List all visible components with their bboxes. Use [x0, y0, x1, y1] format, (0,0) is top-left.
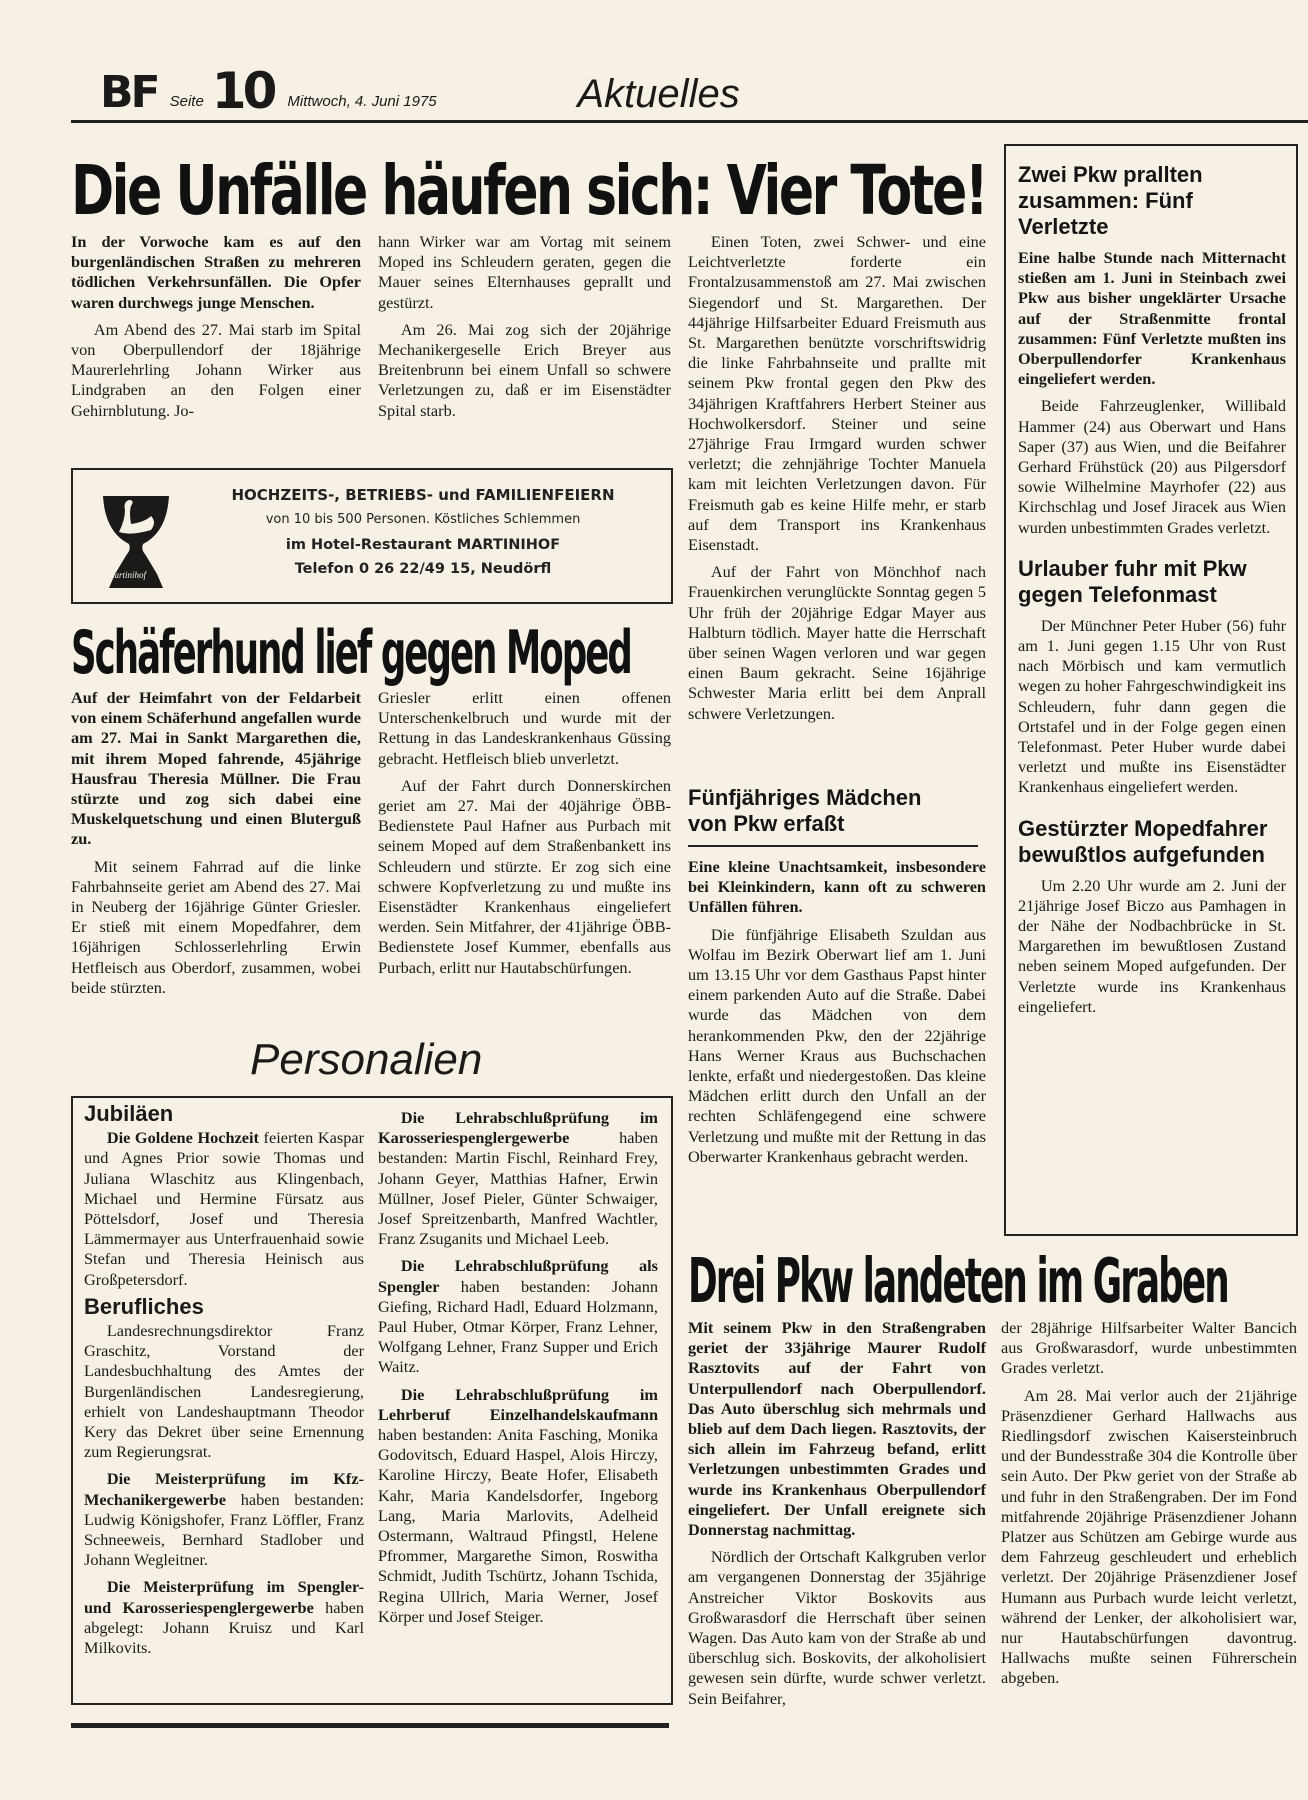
- paragraph: Am 26. Mai zog sich der 20jährige Mechanikergeselle Erich Breyer aus Breitenbrunn bei einem Unfall so schwere Verletzungen zu, daß er im Eisenstädter Spital starb.: [378, 319, 671, 420]
- schaeferhund-headline-wrap: [71, 618, 631, 688]
- paragraph: Beide Fahrzeuglenker, Willibald Hammer (24) aus Oberwart und Hans Saper (37) aus Wien, und die Beifahrer Gerhard Frühstück (20) aus Pilgersdorf sowie Wilhelmine Mayrhofer (22) aus Kirchschlag und Josef Jiracek aus Wien wurden unbestimmten Grades verletzt.: [1018, 396, 1286, 537]
- masthead-logo: BF: [100, 67, 158, 118]
- main-story-col3: [688, 232, 986, 731]
- masthead-rule: [71, 120, 1308, 123]
- paragraph-leadin: Die Lehrabschlußprüfung im Lehrberuf Einzelhandelskaufmann: [378, 1384, 658, 1424]
- paragraph: In der Vorwoche kam es auf den burgenländischen Straßen zu mehreren tödlichen Verkehrsunfällen. Die Opfer waren durchwegs junge Menschen.: [71, 232, 361, 312]
- paragraph-leadin: Die Goldene Hochzeit: [106, 1128, 259, 1148]
- jubilaeen-heading: Jubiläen: [84, 1101, 174, 1126]
- sidebar-headline-3: Gestürzter Mopedfahrer bewußtlos aufgefunden: [1018, 815, 1268, 867]
- paragraph: Die Meisterprüfung im Spengler- und Karosseriespenglergewerbe haben abgelegt: Johann Kruisz und Karl Milkovits.: [84, 1577, 364, 1658]
- paragraph: hann Wirker war am Vortag mit seinem Moped ins Schleudern geraten, gegen die Mauer seines Elternhauses geprallt und gestürzt.: [378, 232, 671, 312]
- personalien-col2: [378, 1108, 658, 1634]
- sidebar-story-2: [1018, 616, 1286, 798]
- personalien-title: Personalien: [250, 1035, 483, 1084]
- main-headline: Die Unfälle häufen sich: Vier Tote!: [71, 150, 987, 231]
- paragraph: Nördlich der Ortschaft Kalkgruben verlor am vergangenen Donnerstag der 35jährige Anstreicher Viktor Boskovits aus Großwarasdorf die Herrschaft über seinen Wagen. Das Auto kam von der Straße ab und überschlug sich. Boskovits, der alkoholisiert gewesen sein dürfte, wurde schwer verletzt. Sein Beifahrer,: [688, 1547, 986, 1708]
- maedchen-headline: Fünfjähriges Mädchen von Pkw erfaßt: [688, 785, 922, 836]
- masthead: [100, 64, 1300, 118]
- paragraph: Die Lehrabschlußprüfung im Karosseriespenglergewerbe haben bestanden: Martin Fischl, Reinhard Frey, Johann Geyer, Matthias Hafner, Erwin Müllner, Josef Pieler, Günter Schwaiger, Josef Spreitzenbarth, Manfred Wachtler, Franz Zsuganits und Michael Leeb.: [378, 1108, 658, 1249]
- personalien-col1: [84, 1100, 364, 1665]
- paragraph: Um 2.20 Uhr wurde am 2. Juni der 21jährige Josef Biczo aus Pamhagen in der Nähe der Nodbachbrücke in St. Margarethen im bewußtlosen Zustand neben seinem Moped aufgefunden. Der Verletzte wurde ins Krankenhaus eingeliefert.: [1018, 875, 1286, 1016]
- paragraph: Mit seinem Fahrrad auf die linke Fahrbahnseite geriet am Abend des 27. Mai in Neuberg der 16jährige Günter Griesler. Er stieß mit einem Mopedfahrer, dem 16jährigen Schlosserlehrling Erwin Hetfleisch aus Oberdorf, zusammen, wobei beide stürzten.: [71, 856, 361, 997]
- ad-line-2: von 10 bis 500 Personen. Köstliches Schlemmen: [265, 512, 581, 527]
- ad-line-4: Telefon 0 26 22/49 15, Neudörfl: [294, 561, 552, 577]
- advertisement-martinihof: [71, 468, 673, 604]
- graben-headline: Drei Pkw landeten im Graben: [688, 1246, 1228, 1318]
- paragraph: Am Abend des 27. Mai starb im Spital von Oberpullendorf der 18jährige Maurerlehrling Johann Wirker aus Lindgraben an den Folgen einer Gehirnblutung. Jo-: [71, 319, 361, 420]
- paragraph: Auf der Heimfahrt von der Feldarbeit von einem Schäferhund angefallen wurde am 27. Mai in Sankt Margarethen die, mit ihrem Moped fahrende, 45jährige Hausfrau Theresia Müllner. Die Frau stürzte und zog sich dabei eine Muskelquetschung und einen Bluterguß zu.: [71, 688, 361, 849]
- schaeferhund-col2: [378, 688, 671, 985]
- paragraph-leadin: Die Lehrabschlußprüfung im Karosseriespenglergewerbe: [378, 1108, 658, 1148]
- bottom-rule: [71, 1723, 669, 1728]
- sidebar-story-3: [1018, 876, 1286, 1017]
- graben-col1: [688, 1318, 986, 1716]
- paragraph: Eine kleine Unachtsamkeit, insbesondere bei Kleinkindern, kann oft zu schweren Unfällen führen.: [688, 857, 986, 917]
- ad-line-1: HOCHZEITS-, BETRIEBS- und FAMILIENFEIERN: [231, 486, 615, 504]
- graben-headline-wrap: [688, 1246, 1228, 1318]
- paragraph: Die Meisterprüfung im Kfz-Mechanikergewerbe haben bestanden: Ludwig Königshofer, Franz Löffler, Franz Schneeweis, Bernhard Stadlober und Johann Wegleitner.: [84, 1469, 364, 1570]
- schaeferhund-col1: [71, 688, 361, 1005]
- paragraph: Eine halbe Stunde nach Mitternacht stießen am 1. Juni in Steinbach zwei Pkw aus bisher ungeklärter Ursache auf der Straßenmitte frontal zusammen: Fünf Verletzte mußten ins Oberpullendorfer Krankenhaus eingeliefert werden.: [1018, 248, 1286, 389]
- page-number: 10: [211, 62, 274, 120]
- paragraph: Landesrechnungsdirektor Franz Graschitz, Vorstand der Landesbuchhaltung des Amtes der Burgenländischen Landesregierung, erhielt von Landeshauptmann Theodor Kery das Dekret über seine Ernennung zum Regierungsrat.: [84, 1321, 364, 1462]
- main-headline-wrap: [71, 150, 987, 231]
- paragraph-leadin: Die Lehrabschlußprüfung als Spengler: [378, 1256, 658, 1296]
- jubilaeen-list: [84, 1128, 364, 1290]
- section-title: Aktuelles: [577, 72, 740, 116]
- logo-text: Martinihof: [107, 570, 147, 580]
- ad-line-3: im Hotel-Restaurant MARTINIHOF: [285, 537, 561, 553]
- sidebar-headline-2: Urlauber fuhr mit Pkw gegen Telefonmast: [1018, 555, 1247, 607]
- maedchen-body: [688, 857, 986, 1167]
- paragraph: Die Lehrabschlußprüfung im Lehrberuf Einzelhandelskaufmann haben bestanden: Anita Fasching, Monika Godovitsch, Eduard Haspel, Alois Hirczy, Karoline Hirczy, Beate Hofer, Elisabeth Kahr, Maria Kandelsdorfer, Ingeborg Lang, Maria Marlovits, Adelheid Ostermann, Waltraud Pfingstl, Helene Pfrommer, Margarethe Simon, Roswitha Schmidt, Judith Tschürtz, Johann Tschida, Regina Ullrich, Maria Werner, Josef Körper und Josef Steiger.: [378, 1384, 658, 1626]
- berufliches-list: [84, 1321, 364, 1658]
- paragraph: Die Lehrabschlußprüfung als Spengler haben bestanden: Johann Giefing, Richard Hadl, Eduard Holzmann, Paul Huber, Otmar Körper, Franz Lehner, Wolfgang Lehner, Franz Supper und Erich Waitz.: [378, 1256, 658, 1377]
- paragraph: der 28jährige Hilfsarbeiter Walter Bancich aus Großwarasdorf, wurde unbestimmten Grades verletzt.: [1001, 1318, 1297, 1378]
- goblet-swan-logo: [101, 492, 171, 592]
- paragraph: Der Münchner Peter Huber (56) fuhr am 1. Juni gegen 1.15 Uhr von Rust nach Mörbisch und kam vermutlich wegen zu hoher Fahrgeschwindigkeit ins Schleudern, fuhr dann gegen die Ortstafel und in der Folge gegen einen Telefonmast. Peter Huber wurde dabei verletzt und mußte ins Eisenstädter Krankenhaus eingeliefert werden.: [1018, 615, 1286, 797]
- berufliches-heading: Berufliches: [84, 1293, 204, 1319]
- paragraph: Die Goldene Hochzeit feierten Kaspar und Agnes Prior sowie Thomas und Juliana Wlaschitz aus Klingenbach, Michael und Hermine Fürsatz aus Pöttelsdorf, Josef und Theresia Lämmermayer aus Unterfrauenhaid sowie Stefan und Theresia Heinisch aus Großpetersdorf.: [84, 1128, 364, 1289]
- paragraph: Am 28. Mai verlor auch der 21jährige Präsenzdiener Gerhard Hallwachs aus Riedlingsdorf zwischen Kaisersteinbruch und der Bundesstraße 304 die Kontrolle über sein Auto. Der Pkw geriet von der Straße ab und fuhr in den Straßengraben. Der im Fond mitfahrende 20jährige Präsenzdiener Johann Platzer aus Schützen am Gebirge wurde aus dem Fahrzeug geschleudert und erheblich verletzt. Der 20jährige Präsenzdiener Josef Humann aus Purbach wurde leicht verletzt, während der Lenker, der alkoholisiert war, nur Hautabschürfungen davontrug. Hallwachs mußte seinen Führerschein abgeben.: [1001, 1385, 1297, 1688]
- maedchen-section: [688, 785, 986, 1174]
- sidebar-content: [1018, 162, 1286, 1024]
- schaeferhund-headline: Schäferhund lief gegen Moped: [71, 618, 631, 688]
- graben-col2: [1001, 1318, 1297, 1696]
- paragraph: Mit seinem Pkw in den Straßengraben geriet der 33jährige Maurer Rudolf Rasztovits auf der Fahrt von Unterpullendorf nach Oberpullendorf. Das Auto überschlug sich mehrmals und blieb auf dem Dach liegen. Rasztovits, der sich allein im Fahrzeug befand, erlitt Verletzungen unbestimmten Grades und wurde ins Krankenhaus Oberpullendorf eingeliefert. Der Unfall ereignete sich Donnerstag nachmittag.: [688, 1318, 986, 1540]
- paragraph: Die fünfjährige Elisabeth Szuldan aus Wolfau im Bezirk Oberwart lief am 1. Juni um 13.15 Uhr vor dem Gasthaus Papst hinter einem parkenden Auto auf die Straße. Dabei wurde das Mädchen von dem herankommenden Pkw, den der 22jährige Hans Werner Kraus aus Buchschachen lenkte, erfaßt und niedergestoßen. Das kleine Mädchen erlitt durch den Unfall an der rechten Schläfengegend eine schwere Verletzung und mußte mit der Rettung in das Oberwarter Krankenhaus gebracht werden.: [688, 924, 986, 1166]
- paragraph: Einen Toten, zwei Schwer- und eine Leichtverletzte forderte ein Frontalzusammenstoß am 27. Mai zwischen Siegendorf und St. Margarethen. Der 44jährige Hilfsarbeiter Eduard Freismuth aus St. Margarethen benützte vorschriftswidrig die linke Fahrbahnseite und prallte mit seinem Pkw frontal gegen den Pkw des 34jährigen Kraftfahrers Herbert Steiner aus Hochwolkersdorf. Steiner und seine 27jährige Frau Irmgard wurden schwer verletzt; die zehnjährige Tochter Manuela kam mit leichten Verletzungen davon. Für Freismuth gab es keine Hilfe mehr, er starb auf dem Transport ins Krankenhaus Eisenstadt.: [688, 232, 986, 555]
- sidebar-story-1: [1018, 248, 1286, 538]
- main-story-col2: [378, 232, 671, 428]
- paragraph-leadin: Die Meisterprüfung im Kfz-Mechanikergewerbe: [84, 1469, 364, 1509]
- paragraph: Auf der Fahrt durch Donnerskirchen geriet am 27. Mai der 40jährige ÖBB-Bedienstete Paul Hafner aus Purbach mit seinem Moped auf dem Straßenbankett ins Schleudern und stürzte. Er zog sich eine schwere Kopfverletzung zu und mußte ins Eisenstädter Krankenhaus eingeliefert werden. Sein Mitfahrer, der 41jährige ÖBB-Bedienstete Josef Kummer, ebenfalls aus Purbach, erlitt nur Hautabschürfungen.: [378, 775, 671, 977]
- maedchen-rule: [688, 845, 978, 847]
- paragraph-leadin: Die Meisterprüfung im Spengler- und Karosseriespenglergewerbe: [84, 1577, 364, 1617]
- ad-text: [183, 486, 663, 577]
- sidebar-headline-1: Zwei Pkw prallten zusammen: Fünf Verletzte: [1018, 162, 1203, 239]
- seite-label: Seite: [169, 93, 204, 110]
- paragraph: Griesler erlitt einen offenen Unterschenkelbruch und wurde mit der Rettung in das Landeskrankenhaus Güssing gebracht. Hetfleisch blieb unverletzt.: [378, 688, 671, 768]
- main-story-col1: [71, 232, 361, 428]
- paragraph: Auf der Fahrt von Mönchhof nach Frauenkirchen verunglückte Sonntag gegen 5 Uhr früh der 20jährige Edgar Mayer aus Halbturn tödlich. Mayer hatte die Herrschaft über seinen Wagen verloren und war gegen einen Baum gekracht. Seine 16jährige Schwester Maria erlitt bei dem Anprall schwere Verletzungen.: [688, 562, 986, 723]
- issue-date: Mittwoch, 4. Juni 1975: [287, 93, 437, 110]
